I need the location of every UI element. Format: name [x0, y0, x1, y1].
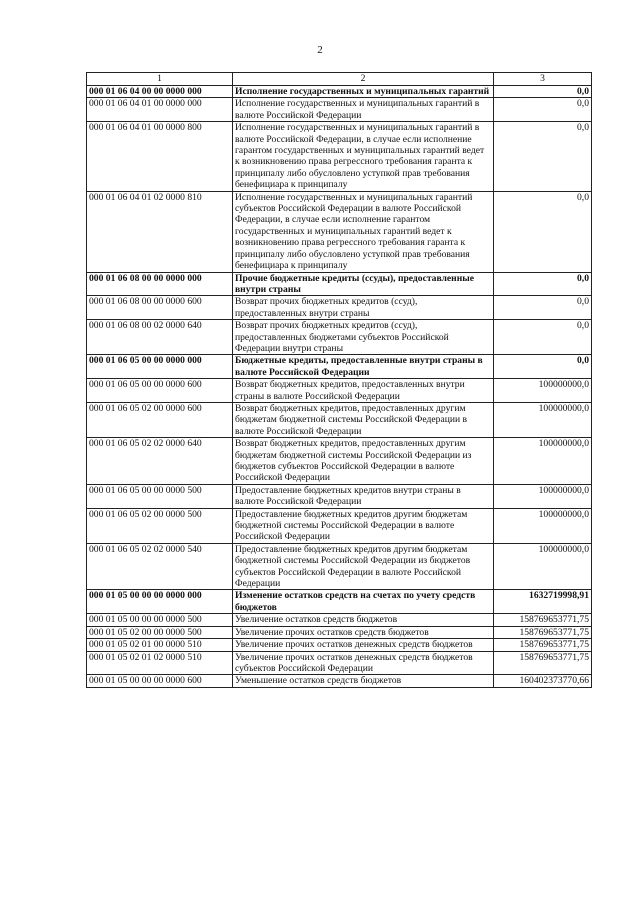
amount-cell: 100000000,0	[494, 543, 592, 590]
code-cell: 000 01 06 08 00 00 0000 000	[87, 272, 233, 296]
name-cell: Возврат бюджетных кредитов, предоставленных другим бюджетам бюджетной системы Российской Федерации в валюте Российской Федерации	[233, 402, 494, 437]
name-cell: Прочие бюджетные кредиты (ссуды), предоставленные внутри страны	[233, 272, 494, 296]
table-row	[87, 438, 592, 485]
table-row	[87, 651, 592, 675]
code-cell: 000 01 05 00 00 00 0000 000	[87, 590, 233, 614]
header-col-2: 2	[233, 73, 494, 86]
code-cell: 000 01 06 08 00 00 0000 600	[87, 296, 233, 320]
table-header-row	[87, 73, 592, 86]
page-number: 2	[317, 44, 323, 56]
table-row	[87, 296, 592, 320]
name-cell: Увеличение прочих остатков денежных средств бюджетов субъектов Российской Федерации	[233, 651, 494, 675]
code-cell: 000 01 06 04 00 00 0000 000	[87, 86, 233, 98]
code-cell: 000 01 06 05 02 00 0000 600	[87, 402, 233, 437]
name-cell: Увеличение прочих остатков денежных средств бюджетов	[233, 639, 494, 651]
amount-cell: 0,0	[494, 272, 592, 296]
code-cell: 000 01 05 02 01 00 0000 510	[87, 639, 233, 651]
code-cell: 000 01 05 00 00 00 0000 500	[87, 614, 233, 626]
code-cell: 000 01 06 05 02 02 0000 640	[87, 438, 233, 485]
amount-cell: 158769653771,75	[494, 639, 592, 651]
amount-cell: 0,0	[494, 355, 592, 379]
amount-cell: 100000000,0	[494, 484, 592, 508]
table-row	[87, 122, 592, 191]
code-cell: 000 01 06 05 02 00 0000 500	[87, 508, 233, 543]
name-cell: Исполнение государственных и муниципальных гарантий в валюте Российской Федерации, в случае если исполнение гарантом государственных и муниципальных гарантий ведет к возникновению права регрессного требования гаранта к принципалу либо обусловлено уступкой прав требования бенефициара к принципалу	[233, 122, 494, 191]
name-cell: Исполнение государственных и муниципальных гарантий	[233, 86, 494, 98]
name-cell: Возврат прочих бюджетных кредитов (ссуд), предоставленных внутри страны	[233, 296, 494, 320]
name-cell: Возврат бюджетных кредитов, предоставленных внутри страны в валюте Российской Федерации	[233, 379, 494, 403]
name-cell: Предоставление бюджетных кредитов другим бюджетам бюджетной системы Российской Федерации в валюте Российской Федерации	[233, 508, 494, 543]
table-row	[87, 402, 592, 437]
table-row	[87, 320, 592, 355]
amount-cell: 0,0	[494, 320, 592, 355]
code-cell: 000 01 06 05 00 00 0000 000	[87, 355, 233, 379]
name-cell: Увеличение прочих остатков средств бюджетов	[233, 626, 494, 638]
name-cell: Возврат прочих бюджетных кредитов (ссуд), предоставленных бюджетами субъектов Российской Федерации внутри страны	[233, 320, 494, 355]
amount-cell: 158769653771,75	[494, 614, 592, 626]
code-cell: 000 01 06 05 00 00 0000 500	[87, 484, 233, 508]
amount-cell: 0,0	[494, 98, 592, 122]
code-cell: 000 01 06 08 00 02 0000 640	[87, 320, 233, 355]
name-cell: Увеличение остатков средств бюджетов	[233, 614, 494, 626]
amount-cell: 0,0	[494, 296, 592, 320]
amount-cell: 0,0	[494, 86, 592, 98]
table-row	[87, 614, 592, 626]
code-cell: 000 01 05 02 00 00 0000 500	[87, 626, 233, 638]
name-cell: Бюджетные кредиты, предоставленные внутри страны в валюте Российской Федерации	[233, 355, 494, 379]
table-row	[87, 639, 592, 651]
name-cell: Возврат бюджетных кредитов, предоставленных другим бюджетам бюджетной системы Российской Федерации из бюджетов субъектов Российской Федерации в валюте Российской Федерации	[233, 438, 494, 485]
name-cell: Исполнение государственных и муниципальных гарантий в валюте Российской Федерации	[233, 98, 494, 122]
code-cell: 000 01 06 04 01 00 0000 000	[87, 98, 233, 122]
amount-cell: 160402373770,66	[494, 675, 592, 687]
table-row	[87, 191, 592, 272]
amount-cell: 0,0	[494, 122, 592, 191]
code-cell: 000 01 05 00 00 00 0000 600	[87, 675, 233, 687]
amount-cell: 0,0	[494, 191, 592, 272]
table-row	[87, 355, 592, 379]
table-row	[87, 86, 592, 98]
table-row	[87, 484, 592, 508]
amount-cell: 158769653771,75	[494, 626, 592, 638]
name-cell: Предоставление бюджетных кредитов другим бюджетам бюджетной системы Российской Федерации из бюджетов субъектов Российской Федерации в валюте Российской Федерации	[233, 543, 494, 590]
table-row	[87, 675, 592, 687]
code-cell: 000 01 05 02 01 02 0000 510	[87, 651, 233, 675]
amount-cell: 100000000,0	[494, 508, 592, 543]
code-cell: 000 01 06 04 01 00 0000 800	[87, 122, 233, 191]
amount-cell: 100000000,0	[494, 379, 592, 403]
name-cell: Уменьшение остатков средств бюджетов	[233, 675, 494, 687]
table-row	[87, 590, 592, 614]
table-row	[87, 272, 592, 296]
name-cell: Изменение остатков средств на счетах по учету средств бюджетов	[233, 590, 494, 614]
code-cell: 000 01 06 05 02 02 0000 540	[87, 543, 233, 590]
table-row	[87, 543, 592, 590]
code-cell: 000 01 06 04 01 02 0000 810	[87, 191, 233, 272]
budget-sources-table	[86, 72, 592, 688]
table-row	[87, 626, 592, 638]
table-row	[87, 508, 592, 543]
amount-cell: 1632719998,91	[494, 590, 592, 614]
code-cell: 000 01 06 05 00 00 0000 600	[87, 379, 233, 403]
name-cell: Исполнение государственных и муниципальных гарантий субъектов Российской Федерации в валюте Российской Федерации, в случае если исполнение гарантом государственных и муниципальных гарантий ведет к возникновению права регрессного требования гаранта к принципалу либо обусловлено уступкой прав требования бенефициара к принципалу	[233, 191, 494, 272]
table-row	[87, 379, 592, 403]
header-col-1: 1	[87, 73, 233, 86]
header-col-3: 3	[494, 73, 592, 86]
amount-cell: 100000000,0	[494, 438, 592, 485]
table-row	[87, 98, 592, 122]
amount-cell: 158769653771,75	[494, 651, 592, 675]
name-cell: Предоставление бюджетных кредитов внутри страны в валюте Российской Федерации	[233, 484, 494, 508]
amount-cell: 100000000,0	[494, 402, 592, 437]
